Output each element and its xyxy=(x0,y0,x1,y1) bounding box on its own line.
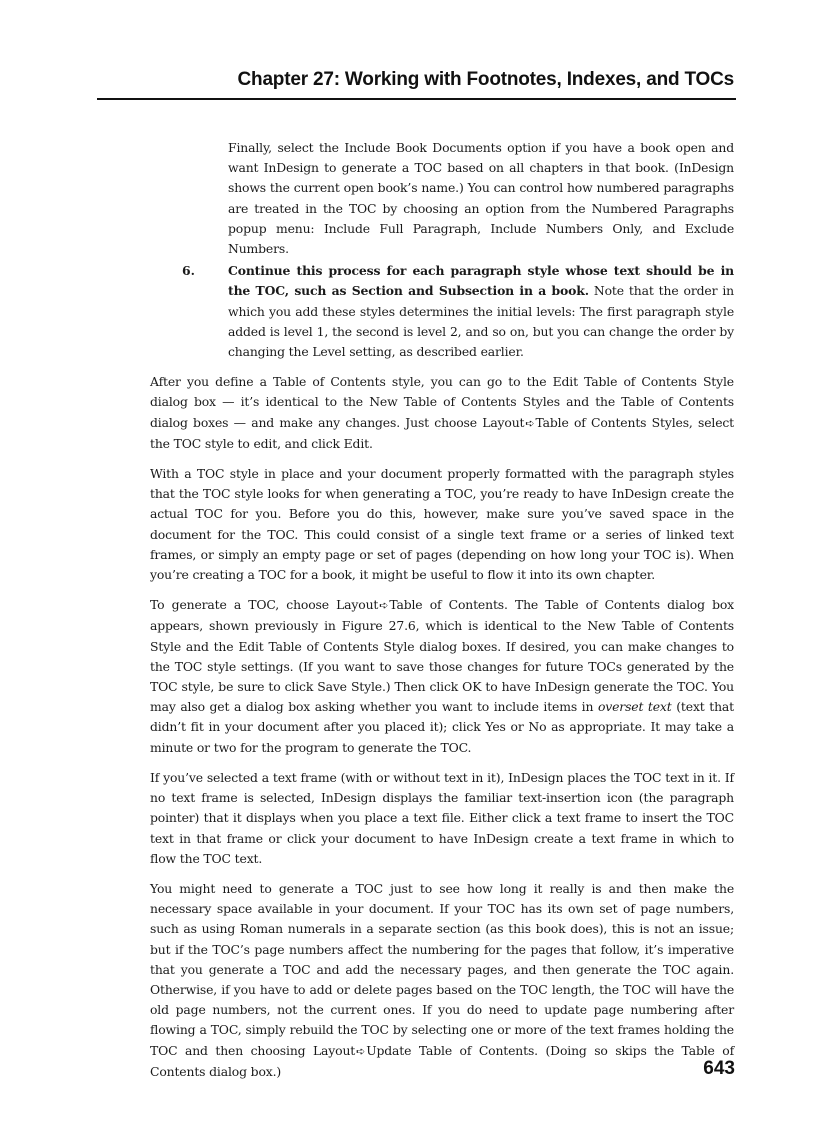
p5-text-a: You might need to generate a TOC just to see how long it really is and then make the necessary space available in your document. If your TOC has its own set of page numbers, such as using Roman numerals in a separate section (as this book does), this is not an issue; but if the TOC’s page numbers affect the numbering for the pages that follow, it’s imperative that you generate a TOC and add the necessary pages, and then generate the TOC again. Otherwise, if you have to add or delete pages based on the TOC length, the TOC will have the old page numbers, not the current ones. If you do need to update page numbering after flowing a TOC, simply rebuild the TOC by selecting one or more of the text frames holding the TOC and then choosing Layout xyxy=(150,880,734,1058)
menu-arrow-icon: ➪ xyxy=(525,416,535,430)
step-number: 6. xyxy=(182,263,195,279)
menu-arrow-icon: ➪ xyxy=(356,1044,366,1058)
page-number: 643 xyxy=(703,1058,735,1079)
menu-arrow-icon: ➪ xyxy=(379,599,389,613)
paragraph-toc-style: With a TOC style in place and your document properly formatted with the paragraph styles that the TOC style looks for when generating a TOC, you’re ready to have InDesign create the actual TOC for you. Before you do this, however, make sure you’ve saved space in the document for the TOC. This could consist of a single text frame or a series of linked text frames, or simply an empty page or set of pages (depending on how long your TOC is). When you’re creating a TOC for a book, it might be useful to flow it into its own chapter. xyxy=(150,466,734,583)
paragraph-text-frame: If you’ve selected a text frame (with or without text in it), InDesign places the TOC text in it. If no text frame is selected, InDesign displays the familiar text-insertion icon (the paragraph pointer) that it displays when you place a text file. Either click a text frame to insert the TOC text in that frame or click your document to have InDesign create a text frame in which to flow the TOC text. xyxy=(150,769,734,866)
paragraph-generate-toc xyxy=(150,595,734,758)
chapter-title: Chapter 27: Working with Footnotes, Indexes, and TOCs xyxy=(237,69,734,90)
paragraph-page-numbers xyxy=(150,879,734,1082)
intro-paragraph: Finally, select the Include Book Documents option if you have a book open and want InDesign to generate a TOC based on all chapters in that book. (InDesign shows the current open book’s name.) You can control how numbered paragraphs are treated in the TOC by choosing an option from the Numbered Paragraphs popup menu: Include Full Paragraph, Include Numbers Only, and Exclude Numbers. xyxy=(228,140,734,257)
page-body xyxy=(150,138,734,1092)
overset-text-term: overset text xyxy=(597,699,672,715)
p3-text-a: To generate a TOC, choose Layout xyxy=(150,597,379,613)
p3-text-b: Table of Contents. The Table of Contents dialog box appears, shown previously in Figure 27.6, which is identical to the New Table of Contents Style and the Edit Table of Contents Style dialog boxes. If desired, you can make changes to the TOC style settings. (If you want to save those changes for future TOCs generated by the TOC style, be sure to click Save Style.) Then click OK to have InDesign generate the TOC. You may also get a dialog box asking whether you want to include items in xyxy=(150,597,734,715)
header-rule xyxy=(97,98,736,100)
step-body: Note that the order in which you add these styles determines the initial levels: The first paragraph style added is level 1, the second is level 2, and so on, but you can change the order by changing the Level setting, as described earlier. xyxy=(228,283,735,360)
p1-text-a: After you define a Table of Contents style, you can go to the Edit Table of Contents Style dialog box — it’s identical to the New Table of Contents Styles and the Table of Contents dialog boxes — and make any changes. Just choose Layout xyxy=(150,374,734,430)
step-bold-lead: Continue this process for each paragraph style whose text should be in the TOC, such as Section and Subsection in a book. xyxy=(228,263,734,299)
p1-text-b: Table of Contents Styles, select the TOC style to edit, and click Edit. xyxy=(150,414,735,451)
paragraph-edit-style xyxy=(150,372,734,454)
p3-text-c: (text that didn’t fit in your document after you placed it); click Yes or No as appropriate. It may take a minute or two for the program to generate the TOC. xyxy=(150,699,734,755)
p5-text-b: Update Table of Contents. (Doing so skips the Table of Contents dialog box.) xyxy=(150,1042,734,1079)
step-text xyxy=(228,261,734,362)
running-header xyxy=(97,68,736,92)
step-6 xyxy=(182,261,734,362)
